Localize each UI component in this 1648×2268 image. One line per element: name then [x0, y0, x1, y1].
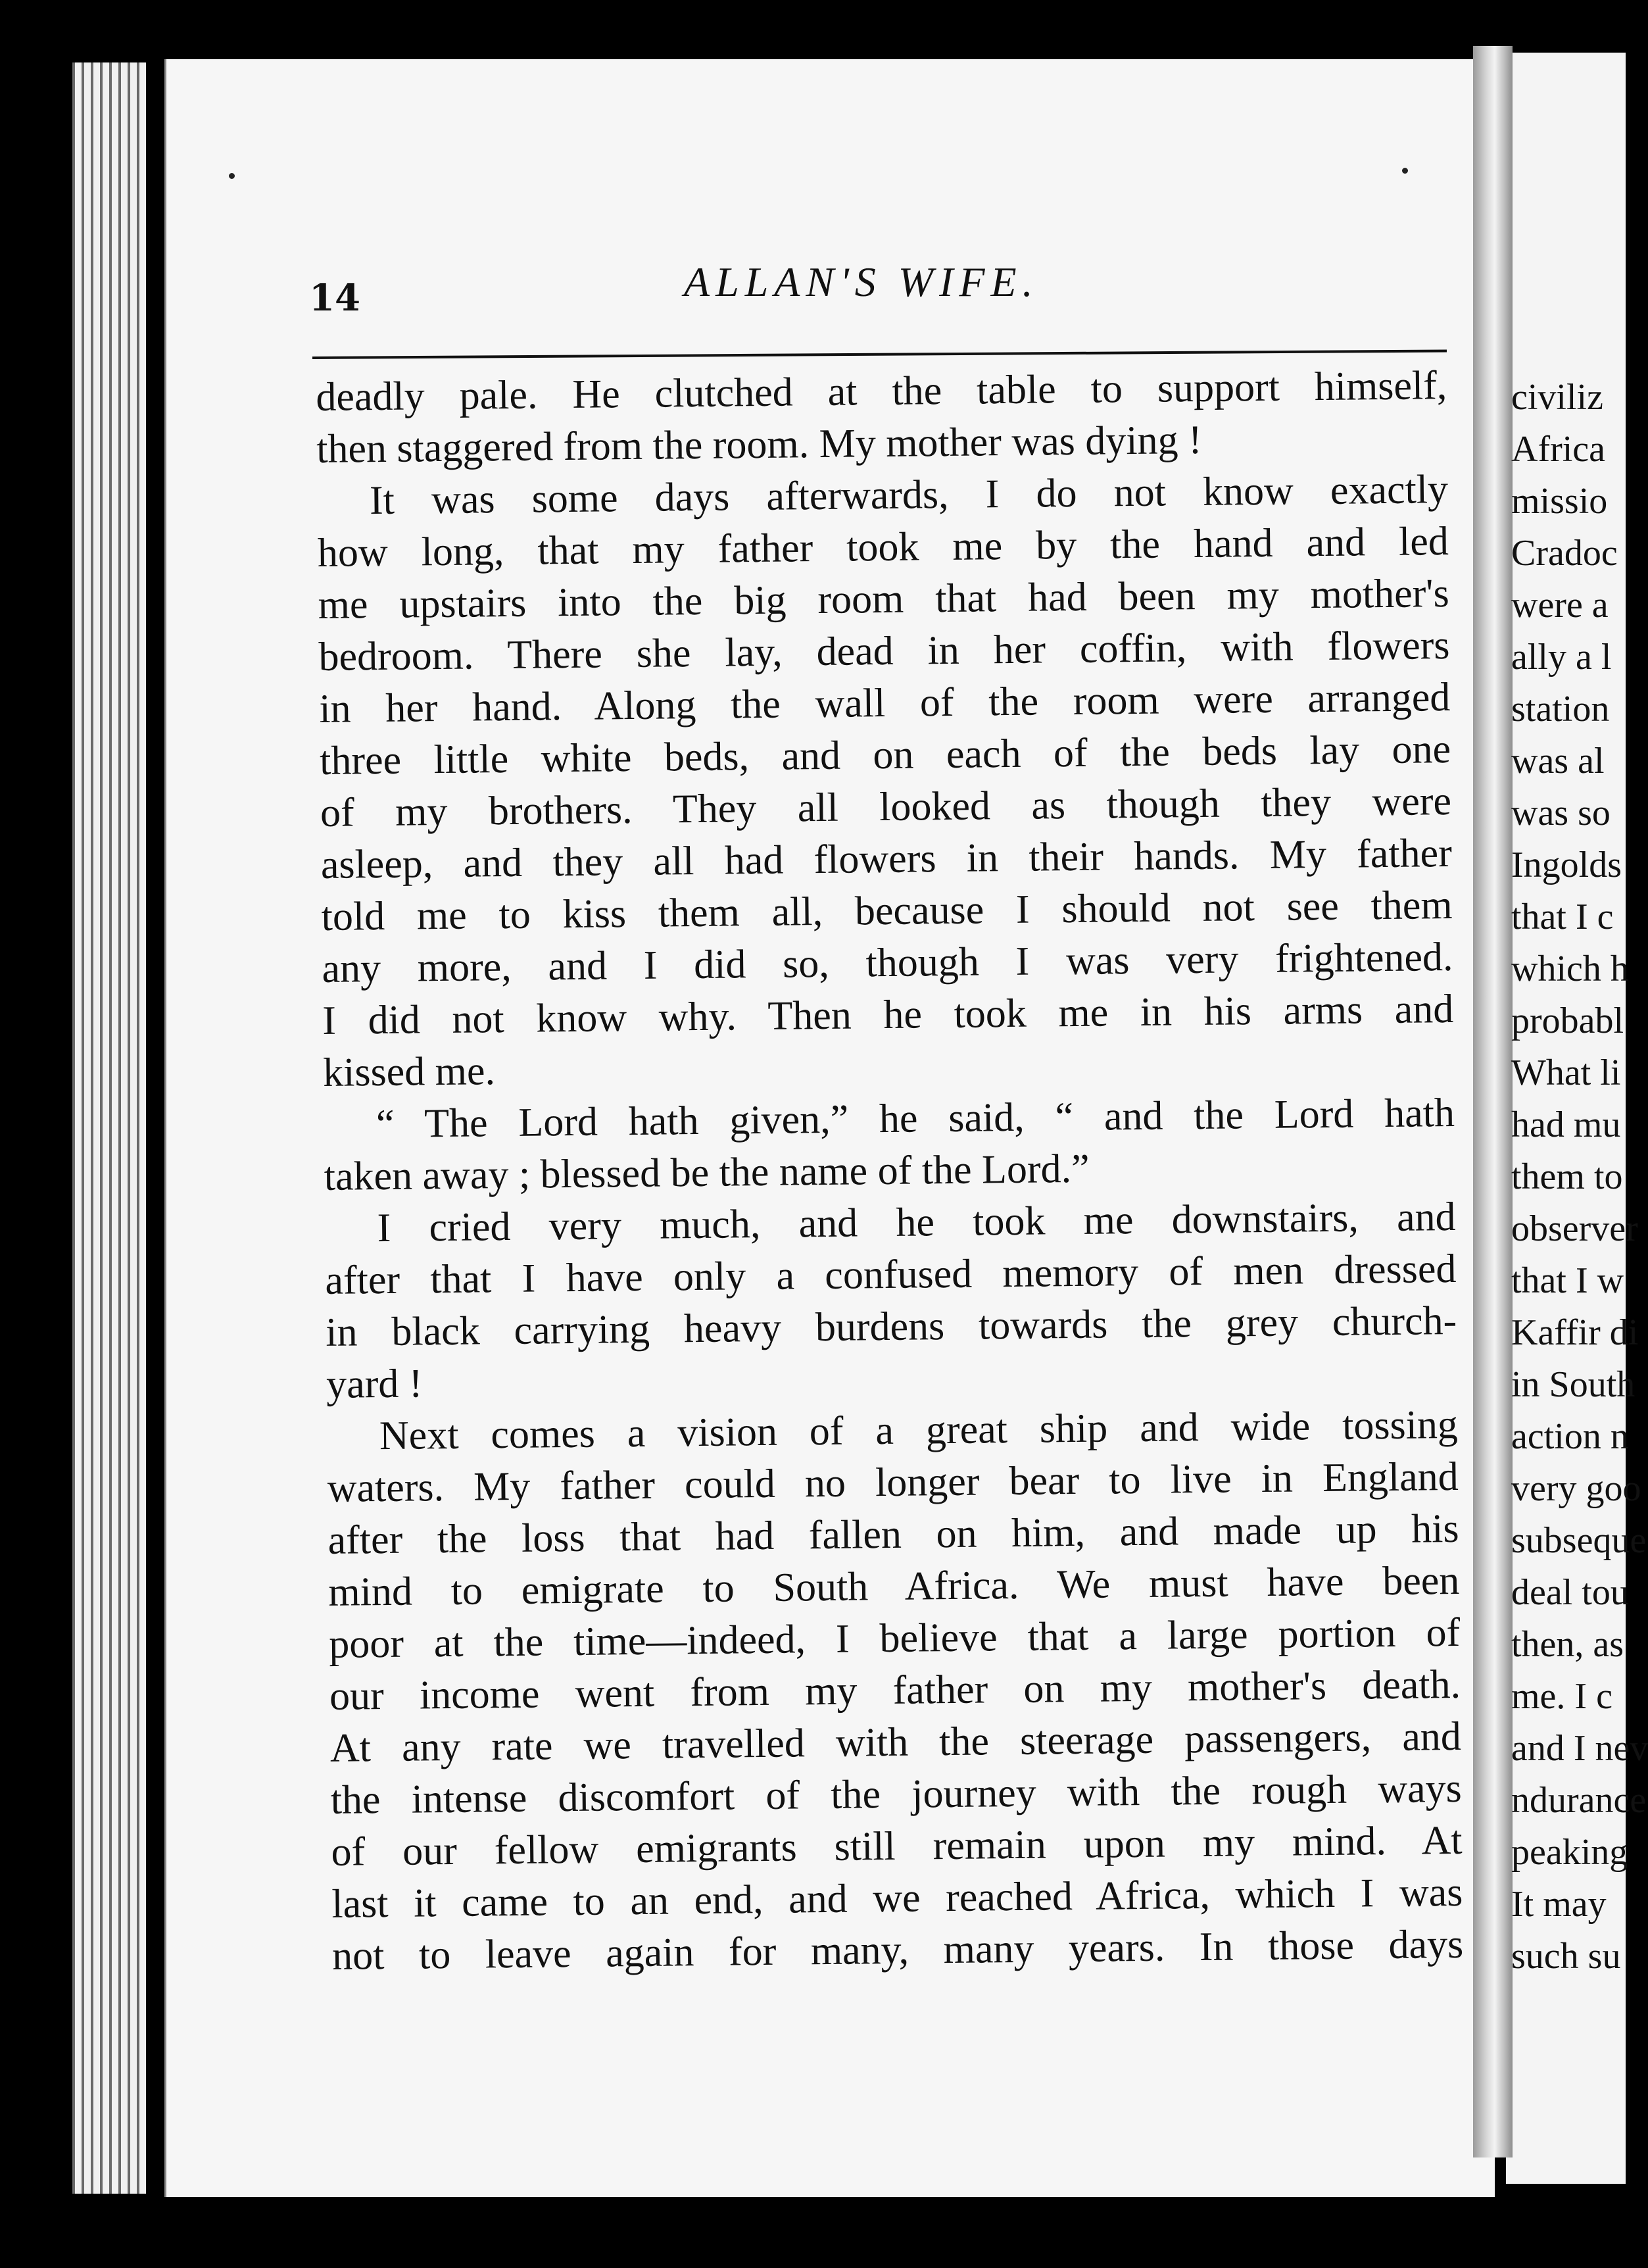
- text-line: “ The Lord hath given,” he said, “ and the Lord hath: [376, 1090, 1455, 1147]
- text-line: of my brothers. They all looked as though they were: [320, 778, 1452, 835]
- adjacent-text-line: had mu: [1511, 1104, 1621, 1145]
- text-line: then staggered from the room. My mother was dying !: [316, 417, 1203, 472]
- text-line: in black carrying heavy burdens towards the grey church-: [325, 1298, 1457, 1355]
- text-line: At any rate we travelled with the steerage passengers, and: [329, 1713, 1462, 1771]
- text-line: any more, and I did so, though I was very frightened.: [322, 934, 1453, 991]
- text-line: not to leave again for many, many years. In those days: [331, 1921, 1464, 1979]
- text-line: three little white beds, and on each of the beds lay one: [319, 726, 1451, 783]
- adjacent-text-line: and I nev: [1511, 1728, 1648, 1769]
- adjacent-text-line: me. I c: [1511, 1676, 1612, 1717]
- adjacent-text-line: Ingolds: [1511, 845, 1622, 885]
- adjacent-text-line: that I w: [1511, 1260, 1624, 1301]
- text-line: mind to emigrate to South Africa. We must have been: [328, 1558, 1460, 1615]
- page-number: 14: [309, 276, 360, 320]
- text-line: after the loss that had fallen on him, and made up his: [327, 1506, 1459, 1563]
- adjacent-text-line: very goo: [1511, 1468, 1641, 1509]
- adjacent-text-line: probabl: [1511, 1000, 1624, 1041]
- adjacent-text-line: Cradoc: [1511, 533, 1618, 574]
- adjacent-text-line: peaking: [1511, 1832, 1628, 1873]
- page-edges: [72, 62, 171, 2194]
- book-gutter: [1473, 46, 1513, 2157]
- adjacent-text-line: was al: [1511, 741, 1605, 781]
- running-title: ALLAN'S WIFE.: [684, 259, 1039, 305]
- text-line: waters. My father could no longer bear to live in England: [327, 1454, 1459, 1511]
- adjacent-text-line: in South: [1511, 1364, 1636, 1405]
- adjacent-text-line: such su: [1511, 1936, 1621, 1977]
- text-line: kissed me.: [322, 1048, 496, 1095]
- adjacent-text-line: ally a l: [1511, 637, 1612, 678]
- adjacent-text-line: civiliz: [1511, 377, 1603, 418]
- text-line: taken away ; blessed be the name of the Lord.”: [324, 1146, 1090, 1199]
- text-line: told me to kiss them all, because I should not see them: [321, 882, 1453, 939]
- body-text: [316, 360, 1464, 1983]
- adjacent-text-line: Africa: [1511, 429, 1606, 470]
- adjacent-text-line: were a: [1511, 585, 1609, 626]
- text-line: asleep, and they all had flowers in their hands. My father: [320, 830, 1453, 887]
- adjacent-text-line: them to: [1511, 1156, 1623, 1197]
- adjacent-text-line: missio: [1511, 481, 1608, 522]
- text-line: how long, that my father took me by the hand and led: [317, 518, 1449, 576]
- adjacent-text-line: Kaffir di: [1511, 1312, 1639, 1353]
- adjacent-text-line: then, as: [1511, 1624, 1624, 1665]
- adjacent-text-line: observer: [1511, 1208, 1638, 1249]
- text-line: I cried very much, and he took me downstairs, and: [377, 1194, 1456, 1251]
- text-line: our income went from my father on my mother's death.: [329, 1662, 1461, 1719]
- text-line: deadly pale. He clutched at the table to support himself,: [316, 362, 1447, 420]
- text-line: bedroom. There she lay, dead in her coffin, with flowers: [318, 622, 1450, 679]
- adjacent-text-line: It may: [1511, 1884, 1607, 1925]
- text-line: It was some days afterwards, I do not know exactly: [369, 466, 1449, 524]
- adjacent-text-line: that I c: [1511, 897, 1614, 937]
- adjacent-text-line: ndurance: [1511, 1780, 1647, 1821]
- text-line: yard !: [326, 1361, 423, 1407]
- adjacent-text-line: was so: [1511, 793, 1611, 833]
- adjacent-text-line: action n: [1511, 1416, 1629, 1457]
- text-line: the intense discomfort of the journey with the rough ways: [330, 1765, 1463, 1823]
- adjacent-text-line: which h: [1511, 949, 1629, 989]
- speck: [229, 173, 235, 179]
- text-line: in her hand. Along the wall of the room were arranged: [319, 674, 1451, 731]
- text-line: Next comes a vision of a great ship and wide tossing: [379, 1402, 1459, 1459]
- adjacent-text-line: station: [1511, 689, 1610, 729]
- adjacent-page-text: [1511, 372, 1648, 1983]
- adjacent-text-line: deal tou: [1511, 1572, 1629, 1613]
- text-line: of our fellow emigrants still remain upon my mind. At: [331, 1817, 1463, 1875]
- text-line: poor at the time—indeed, I believe that a large portion of: [328, 1610, 1461, 1667]
- text-line: last it came to an end, and we reached Africa, which I was: [331, 1869, 1463, 1927]
- text-line: after that I have only a confused memory of men dressed: [325, 1246, 1457, 1303]
- text-line: I did not know why. Then he took me in his arms and: [322, 986, 1454, 1043]
- text-line: me upstairs into the big room that had been my mother's: [318, 570, 1449, 628]
- adjacent-text-line: What li: [1511, 1052, 1621, 1093]
- adjacent-text-line: subseque: [1511, 1520, 1647, 1561]
- speck: [1402, 168, 1408, 174]
